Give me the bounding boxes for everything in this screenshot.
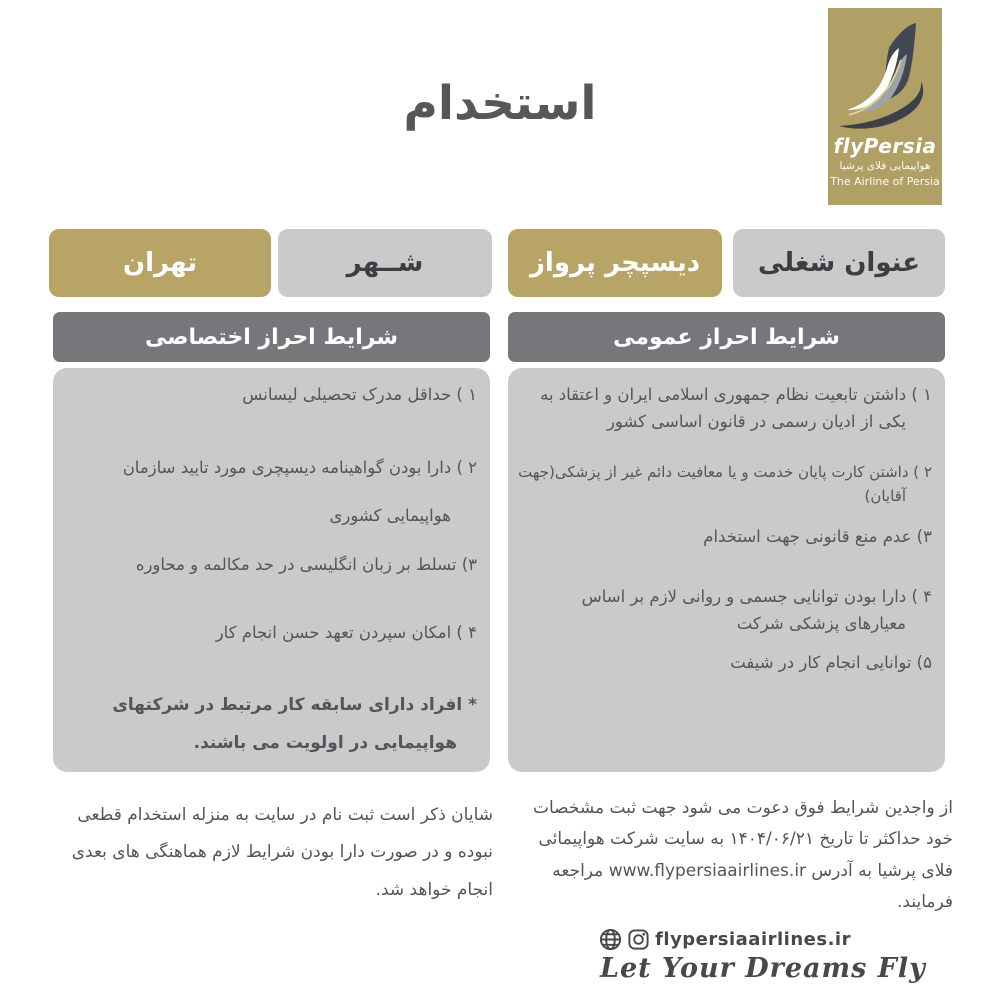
specific-item: ۳) تسلط بر زبان انگلیسی در حد مکالمه و محاوره [135,555,477,574]
logo-brand-text: flyPersia [833,134,937,158]
job-title-label: عنوان شغلی [733,229,945,297]
footer [600,928,926,984]
general-item: ۱ ) داشتن تابعیت نظام جمهوری اسلامی ایران و اعتقاد به یکی از ادیان رسمی در قانون اساسی کشور [540,385,932,431]
footer-website: flypersiaairlines.ir [655,929,851,950]
logo-subtitle-en: The Airline of Persia [830,175,940,188]
city-value: تهران [49,229,271,297]
flypersia-logo [828,8,942,205]
general-item: ۳) عدم منع قانونی جهت استخدام [703,527,932,546]
registration-disclaimer: شایان ذکر است ثبت نام در سایت به منزله استخدام قطعی نبوده و در صورت دارا بودن شرایط لازم هماهنگی های بعدی انجام خواهد شد. [71,805,493,900]
instagram-icon [627,928,650,951]
specific-requirements-header: شرایط احراز اختصاصی [53,312,490,362]
logo-subtitle-fa: هواپیمایی فلای پرشیا [839,160,931,172]
registration-instructions: از واجدین شرایط فوق دعوت می شود جهت ثبت مشخصات خود حداکثر تا تاریخ ۱۴۰۴/۰۶/۲۱ به سایت شرکت هواپیمائی فلای پرشیا به آدرس www.flypersiaairlines.ir مراجعه فرمایند. [532,798,953,913]
footer-slogan: Let Your Dreams Fly [600,953,926,984]
specific-requirements-box [53,368,490,772]
specific-item: ۱ ) حداقل مدرک تحصیلی لیسانس [242,385,477,404]
specific-item: ۲ ) دارا بودن گواهینامه دیسپچری مورد تایید سازمان هواپیمایی کشوری [122,458,477,525]
city-label: شــهر [278,229,492,297]
general-item: ۵) توانایی انجام کار در شیفت [730,653,932,672]
general-item: ۴ ) دارا بودن توانایی جسمی و روانی لازم بر اساس معیارهای پزشکی شرکت [581,587,932,633]
general-requirements-header: شرایط احراز عمومی [508,312,945,362]
job-title-value: دیسپچر پرواز [508,229,722,297]
priority-note: * افراد دارای سابقه کار مرتبط در شرکتهای هواپیمایی در اولویت می باشند. [112,695,477,754]
specific-item: ۴ ) امکان سپردن تعهد حسن انجام کار [215,623,477,642]
page-title: استخدام [403,76,597,131]
globe-icon [599,928,622,951]
general-requirements-box [508,368,945,772]
general-item: ۲ ) داشتن کارت پایان خدمت و یا معافیت دائم غیر از پزشکی(جهت آقایان) [518,463,932,506]
airplane-tail-icon [831,18,939,140]
